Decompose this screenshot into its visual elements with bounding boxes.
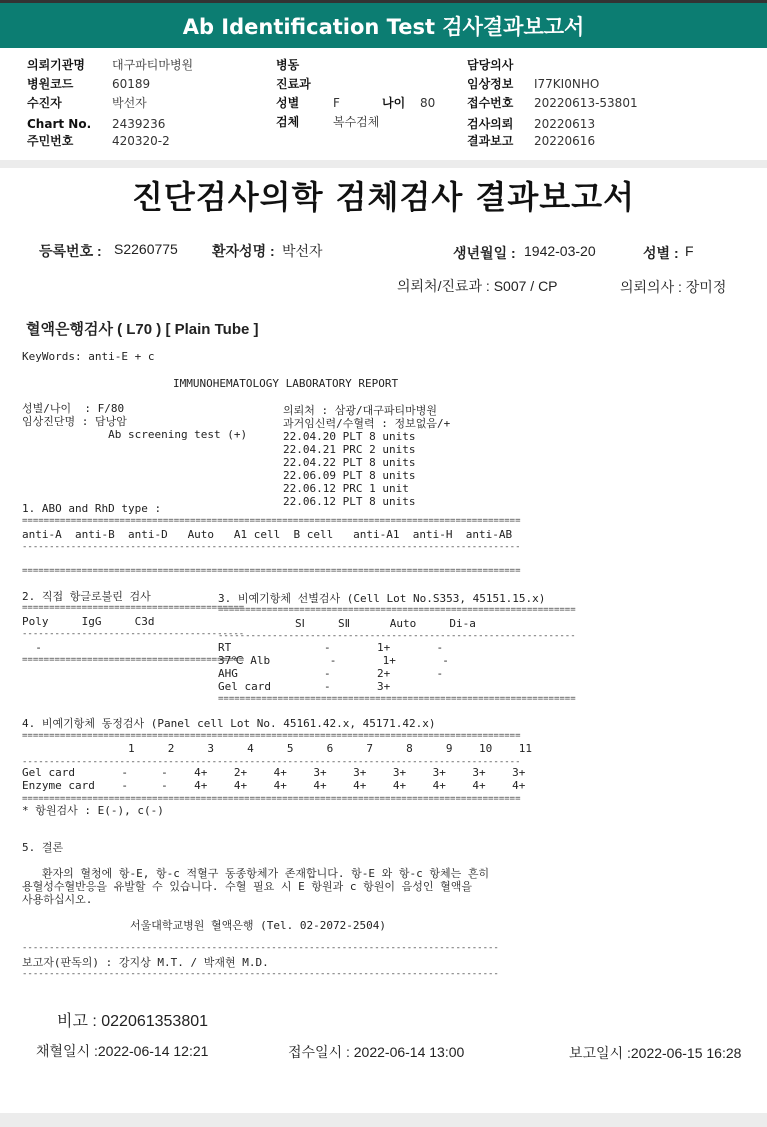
section4-rows: Gel card - - 4+ 2+ 4+ 3+ 3+ 3+ 3+ 3+ 3+ Enzyme card - - 4+ 4+ 4+ 4+ 4+ 4+ 4+ 4+ 4+ <box>22 766 526 792</box>
double-rule: ============================================================================================ <box>22 516 521 526</box>
doctor-label: 담당의사 <box>467 58 514 72</box>
section4-header: 1 2 3 4 5 6 7 8 9 10 11 <box>22 742 532 755</box>
single-rule: ---------------------------------------------------------------------------------------- <box>22 969 499 979</box>
single-rule: -------------------------------------------------------------------------------------------- <box>22 542 521 552</box>
section3-title: 3. 비예기항체 선별검사 (Cell Lot No.S353, 45151.15.x) <box>218 592 546 605</box>
double-rule: ============================================================================================ <box>22 566 521 576</box>
patient-label: 수진자 <box>27 96 62 110</box>
reg-label: 등록번호 : <box>39 243 102 259</box>
keywords: KeyWords: anti-E + c <box>22 350 155 363</box>
section3-rows: RT - 1+ - 37℃ Alb - 1+ - AHG - 2+ - Gel card - 3+ <box>218 641 449 693</box>
received-time: 접수일시 : 2022-06-14 13:00 <box>288 1044 465 1060</box>
reported-time: 보고일시 :2022-06-15 16:28 <box>569 1045 742 1061</box>
lab-title: IMMUNOHEMATOLOGY LABORATORY REPORT <box>173 377 399 390</box>
code-value: 60189 <box>112 77 151 91</box>
request-label: 검사의뢰 <box>467 117 514 131</box>
clinical-label: 임상정보 <box>467 77 514 91</box>
section4-title: 4. 비예기항체 동정검사 (Panel cell Lot No. 45161.42.x, 45171.42.x) <box>22 717 436 730</box>
double-rule: ========================================= <box>22 603 245 613</box>
antigen-test: * 항원검사 : E(-), c(-) <box>22 804 164 817</box>
collected-time: 채혈일시 :2022-06-14 12:21 <box>36 1043 209 1059</box>
test-title: 혈액은행검사 ( L70 ) [ Plain Tube ] <box>26 321 259 338</box>
specimen-label: 검체 <box>276 115 300 129</box>
hospital-value: 대구파티마병원 <box>112 58 194 72</box>
section1-header: anti-A anti-B anti-D Auto A1 cell B cell anti-A1 anti-H anti-AB <box>22 528 513 541</box>
reporter: 보고자(판독의) : 강지상 M.T. / 박재현 M.D. <box>22 956 269 969</box>
reg-value: S2260775 <box>114 241 178 257</box>
chart-value: 2439236 <box>112 117 166 131</box>
sex-value: F <box>333 96 340 110</box>
single-rule: -------------------------------------------------------------------------------------------- <box>22 757 521 767</box>
report-value: 20220616 <box>534 134 596 148</box>
specimen-value: 복수검체 <box>333 115 380 129</box>
single-rule: ----------------------------------------- <box>22 629 245 639</box>
double-rule: ============================================================================================ <box>22 731 521 741</box>
patient-block: 성별/나이 : F/80 임상진단명 : 담낭암 Ab screening test (+) <box>22 402 248 441</box>
section5-title: 5. 결론 <box>22 841 64 854</box>
rrn-label: 주민번호 <box>27 134 74 148</box>
sex-label-2: 성별 : <box>643 245 679 261</box>
dob-value: 1942-03-20 <box>524 243 596 259</box>
double-rule: ================================================================== <box>218 694 576 704</box>
transfusion-block: 의뢰처 : 삼광/대구파티마병원 과거임신력/수혈력 : 정보없음/+ 22.04.20 PLT 8 units 22.04.21 PRC 2 units 22.04.22 PLT 8 units 22.06.09 PLT 8 units 22.06.12 PRC 1 unit 22.06.12 PLT 8 units <box>283 404 451 508</box>
double-rule: ============================================================================================ <box>22 794 521 804</box>
dept-line: 의뢰처/진료과 : S007 / CP <box>397 278 558 294</box>
blood-bank: 서울대학교병원 혈액은행 (Tel. 02-2072-2504) <box>130 919 386 932</box>
patient-value: 박선자 <box>112 96 147 110</box>
age-value: 80 <box>420 96 436 110</box>
dept-label: 진료과 <box>276 77 311 91</box>
age-label: 나이 <box>382 96 406 110</box>
single-rule: ---------------------------------------------------------------------------------------- <box>22 943 499 953</box>
hospital-label: 의뢰기관명 <box>27 58 85 72</box>
request-value: 20220613 <box>534 117 596 131</box>
conclusion-text: 환자의 혈청에 항-E, 항-c 적혈구 동종항체가 존재합니다. 항-E 와 항-c 항체는 흔히 용혈성수혈반응을 유발할 수 있습니다. 수혈 필요 시 E 항원과 c 항원이 음성인 혈액을 사용하십시오. <box>22 867 490 906</box>
section1-title: 1. ABO and RhD type : <box>22 502 162 515</box>
separator-band <box>0 160 767 168</box>
report-label: 결과보고 <box>467 134 514 148</box>
note: 비고 : 022061353801 <box>57 1013 209 1030</box>
section3-header: SⅠ SⅡ Auto Di-a <box>295 617 476 630</box>
double-rule: ================================================================== <box>218 605 576 615</box>
section2-header: Poly IgG C3d <box>22 615 155 628</box>
single-rule: ------------------------------------------------------------------ <box>218 631 576 641</box>
receipt-value: 20220613-53801 <box>534 96 638 110</box>
dob-label: 생년월일 : <box>453 245 516 261</box>
section2-title: 2. 직접 항글로불린 검사 <box>22 590 151 603</box>
section2-value: - <box>22 641 42 654</box>
name-value: 박선자 <box>282 243 323 259</box>
chart-label: Chart No. <box>27 117 92 131</box>
doctor-line: 의뢰의사 : 장미정 <box>620 279 727 295</box>
receipt-label: 접수번호 <box>467 96 514 110</box>
rrn-value: 420320-2 <box>112 134 170 148</box>
name-label: 환자성명 : <box>212 243 275 259</box>
code-label: 병원코드 <box>27 77 74 91</box>
ward-label: 병동 <box>276 58 300 72</box>
sex-value-2: F <box>685 243 694 259</box>
sex-label: 성별 <box>276 96 300 110</box>
report-title: 진단검사의학 검체검사 결과보고서 <box>132 178 635 216</box>
header-title: Ab Identification Test 검사결과보고서 <box>182 15 585 39</box>
bottom-band <box>0 1113 767 1127</box>
clinical-value: I77KI0NHO <box>534 77 600 91</box>
double-rule: ========================================= <box>22 655 245 665</box>
